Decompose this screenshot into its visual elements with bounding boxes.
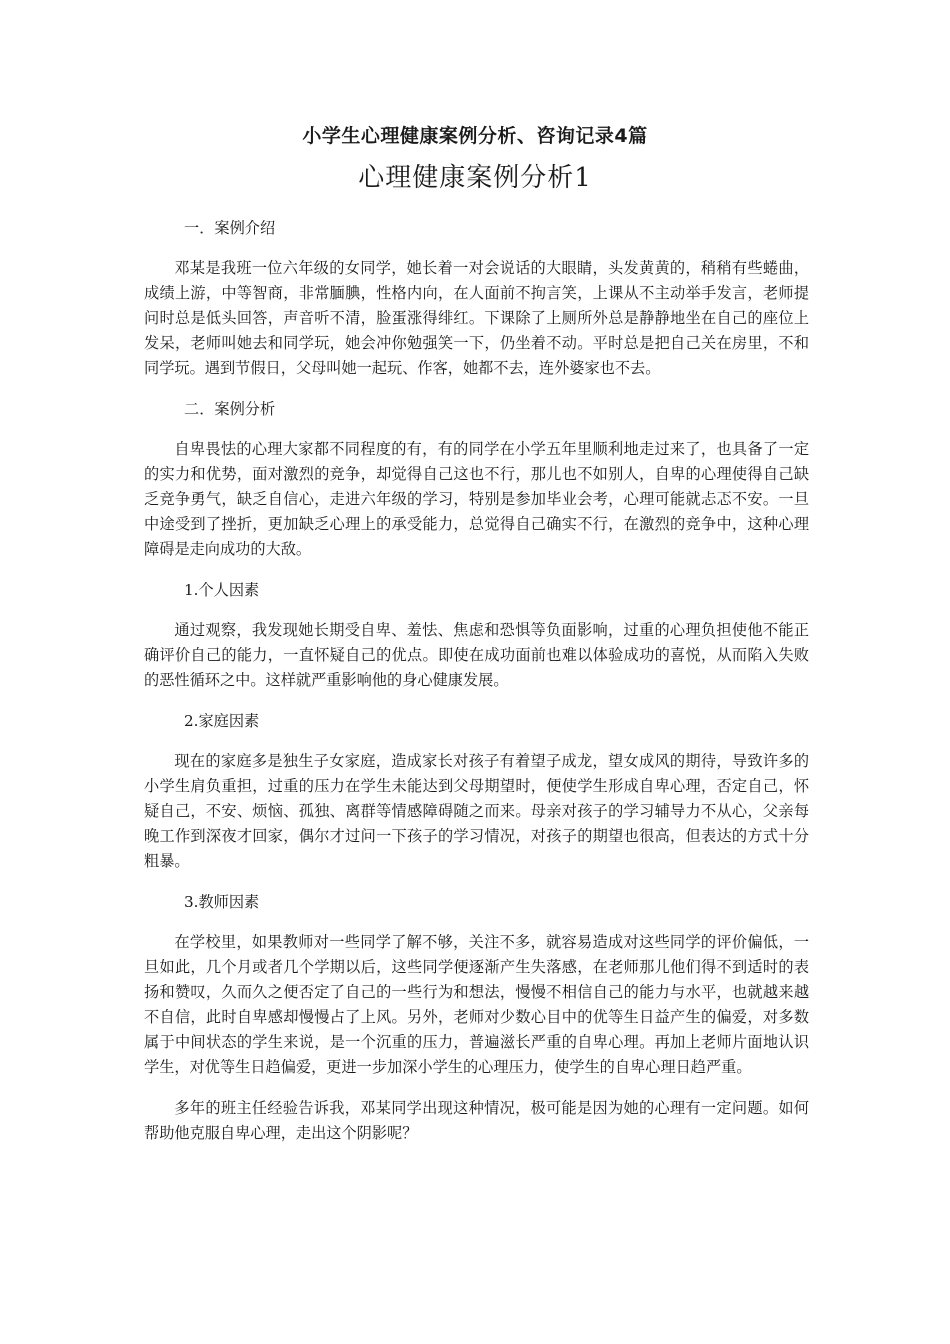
document-subtitle: 心理健康案例分析1 [358,163,592,193]
section-heading-teacher-factors: 3.教师因素 [184,893,260,911]
paragraph-family-factors: 现在的家庭多是独生子女家庭，造成家长对孩子有着望子成龙，望女成风的期待，导致许多的小学生肩负重担，过重的压力在学生未能达到父母期望时，便使学生形成自卑心理，否定自己，怀疑自己，不安、烦恼、孤独、离群等情感障碍随之而来。母亲对孩子的学习辅导力不从心，父亲每晚工作到深夜才回家，偶尔才过问一下孩子的学习情况，对孩子的期望也很高，但表达的方式十分粗暴。 [144,752,809,870]
section-heading-case-analysis: 二．案例分析 [184,400,276,418]
section-heading-family-factors: 2.家庭因素 [184,712,260,730]
document-body [144,216,809,1146]
section-heading-case-intro: 一．案例介绍 [184,219,276,237]
paragraph-case-analysis: 自卑畏怯的心理大家都不同程度的有，有的同学在小学五年里顺利地走过来了，也具备了一定的实力和优势，面对激烈的竞争，却觉得自己这也不行，那儿也不如别人，自卑的心理使得自己缺乏竞争勇气，缺乏自信心，走进六年级的学习，特别是参加毕业会考，心理可能就忐忑不安。一旦中途受到了挫折，更加缺乏心理上的承受能力，总觉得自己确实不行，在激烈的竞争中，这种心理障碍是走向成功的大敌。 [144,440,809,558]
paragraph-personal-factors: 通过观察，我发现她长期受自卑、羞怯、焦虑和恐惧等负面影响，过重的心理负担使他不能正确评价自己的能力，一直怀疑自己的优点。即使在成功面前也难以体验成功的喜悦，从而陷入失败的恶性循环之中。这样就严重影响他的身心健康发展。 [144,621,809,689]
section-heading-personal-factors: 1.个人因素 [184,581,260,599]
paragraph-conclusion: 多年的班主任经验告诉我，邓某同学出现这种情况，极可能是因为她的心理有一定问题。如何帮助他克服自卑心理，走出这个阴影呢？ [144,1099,809,1142]
paragraph-teacher-factors: 在学校里，如果教师对一些同学了解不够，关注不多，就容易造成对这些同学的评价偏低，一旦如此，几个月或者几个学期以后，这些同学便逐渐产生失落感，在老师那儿他们得不到适时的表扬和赞叹，久而久之便否定了自己的一些行为和想法，慢慢不相信自己的能力与水平，也就越来越不自信，此时自卑感却慢慢占了上风。另外，老师对少数心目中的优等生日益产生的偏爱，对多数属于中间状态的学生来说，是一个沉重的压力，普遍滋长严重的自卑心理。再加上老师片面地认识学生，对优等生日趋偏爱，更进一步加深小学生的心理压力，使学生的自卑心理日趋严重。 [144,933,809,1076]
document-title: 小学生心理健康案例分析、咨询记录4篇 [302,125,648,147]
paragraph-case-intro: 邓某是我班一位六年级的女同学，她长着一对会说话的大眼睛，头发黄黄的，稍稍有些蜷曲，成绩上游，中等智商，非常腼腆，性格内向，在人面前不拘言笑，上课从不主动举手发言，老师提问时总是低头回答，声音听不清，脸蛋涨得绯红。下课除了上厕所外总是静静地坐在自己的座位上发呆，老师叫她去和同学玩，她会冲你勉强笑一下，仍坐着不动。平时总是把自己关在房里，不和同学玩。遇到节假日，父母叫她一起玩、作客，她都不去，连外婆家也不去。 [144,259,809,377]
